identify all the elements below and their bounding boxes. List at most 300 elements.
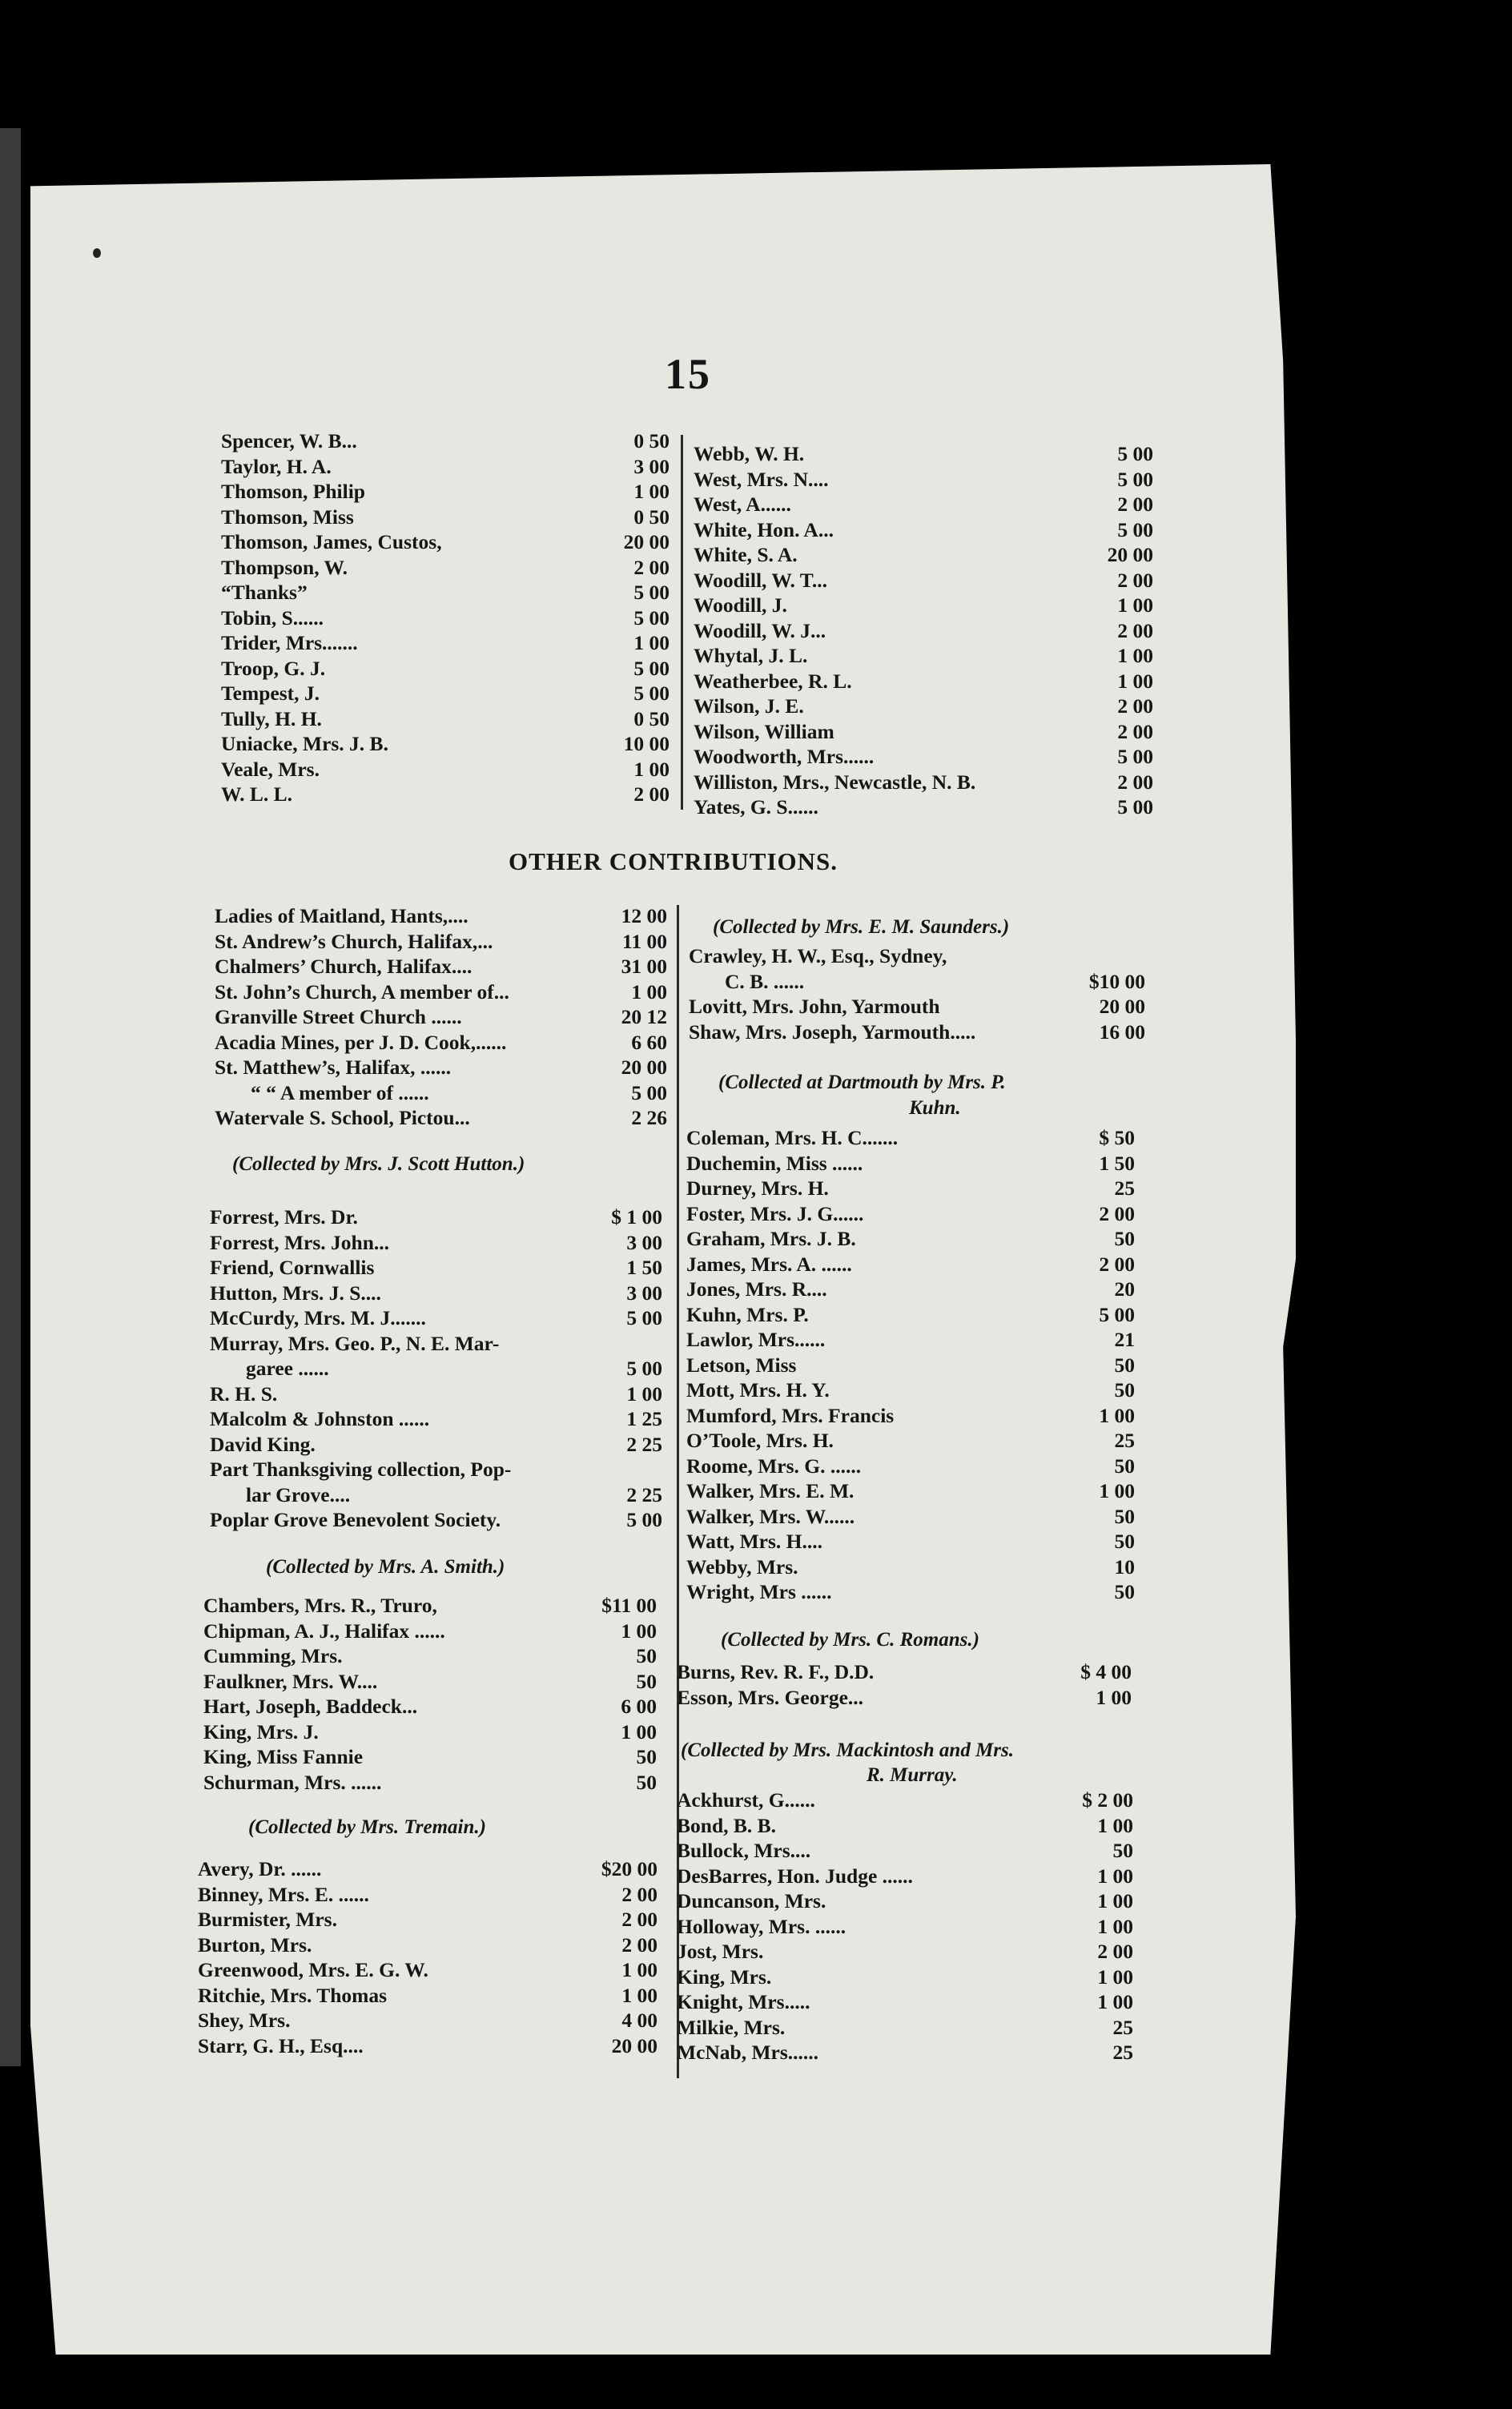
contribution-amount: $ 1 00 bbox=[611, 1205, 662, 1229]
contributor-name: R. H. S. bbox=[210, 1381, 278, 1406]
saunders-list bbox=[689, 943, 1145, 1044]
contributor-name: Coleman, Mrs. H. C....... bbox=[686, 1126, 899, 1149]
contribution-amount: 3 00 bbox=[626, 1281, 662, 1305]
contribution-amount: 2 00 bbox=[633, 555, 670, 579]
contributor-name: Woodill, W. J... bbox=[694, 618, 826, 642]
list-item bbox=[210, 1482, 662, 1508]
contribution-amount: 1 00 bbox=[621, 1983, 657, 2007]
list-item bbox=[694, 441, 1153, 467]
contribution-amount: 1 00 bbox=[1097, 1990, 1133, 2013]
contribution-amount: 5 00 bbox=[1117, 517, 1153, 541]
contribution-amount: 2 00 bbox=[1117, 618, 1153, 642]
contributor-name: Thomson, Miss bbox=[221, 505, 354, 529]
list-item bbox=[221, 681, 670, 706]
contributor-name: David King. bbox=[210, 1432, 316, 1456]
contribution-amount: 20 00 bbox=[621, 1056, 667, 1079]
contributor-name: Schurman, Mrs. ...... bbox=[203, 1770, 382, 1794]
contributor-name: Watervale S. School, Pictou... bbox=[215, 1106, 470, 1129]
contributor-name: Malcolm & Johnston ...... bbox=[210, 1407, 430, 1430]
contribution-amount: 5 00 bbox=[631, 1080, 667, 1104]
contributor-name: Williston, Mrs., Newcastle, N. B. bbox=[694, 770, 976, 794]
contributor-name: C. B. ...... bbox=[725, 969, 805, 993]
contribution-amount: 2 00 bbox=[621, 1908, 657, 1931]
contribution-amount: 1 00 bbox=[1097, 1914, 1133, 1938]
contributor-name: Durney, Mrs. H. bbox=[686, 1176, 829, 1200]
contributor-name: Avery, Dr. ...... bbox=[198, 1857, 322, 1880]
contribution-amount: 5 00 bbox=[633, 605, 670, 629]
contribution-amount: 31 00 bbox=[621, 955, 667, 978]
contributor-name: King, Miss Fannie bbox=[203, 1745, 364, 1768]
list-item bbox=[689, 969, 1145, 995]
contribution-amount: 50 bbox=[1114, 1378, 1135, 1402]
contributor-name: Kuhn, Mrs. P. bbox=[686, 1302, 809, 1326]
mackintosh-list bbox=[677, 1788, 1133, 2065]
contributor-name: Burns, Rev. R. F., D.D. bbox=[677, 1660, 875, 1683]
contribution-amount: 21 bbox=[1114, 1328, 1135, 1351]
list-item bbox=[221, 454, 670, 480]
smith-list bbox=[203, 1593, 657, 1795]
contribution-amount: 1 00 bbox=[626, 1381, 662, 1406]
list-item bbox=[686, 1504, 1135, 1530]
contributor-name: Weatherbee, R. L. bbox=[694, 669, 852, 693]
list-item bbox=[215, 1080, 667, 1106]
contribution-amount: 10 00 bbox=[623, 732, 670, 755]
tremain-list bbox=[198, 1856, 657, 2058]
contribution-amount: 5 00 bbox=[633, 581, 670, 604]
list-item bbox=[694, 669, 1153, 694]
list-item bbox=[694, 593, 1153, 618]
contribution-amount: 20 bbox=[1114, 1277, 1135, 1301]
contributor-name: Burmister, Mrs. bbox=[198, 1908, 337, 1931]
contributor-name: Cumming, Mrs. bbox=[203, 1644, 343, 1667]
contributor-name: West, Mrs. N.... bbox=[694, 467, 829, 491]
list-item bbox=[694, 467, 1153, 493]
contributor-name: Chalmers’ Church, Halifax.... bbox=[215, 955, 472, 978]
mackintosh-heading: (Collected by Mrs. Mackintosh and Mrs. bbox=[681, 1739, 1015, 1761]
contribution-amount: 2 00 bbox=[1097, 1940, 1133, 1963]
list-item bbox=[203, 1619, 657, 1644]
contribution-amount: 2 00 bbox=[1117, 719, 1153, 743]
list-item bbox=[203, 1719, 657, 1745]
contribution-amount: 12 00 bbox=[621, 904, 667, 927]
list-item bbox=[686, 1428, 1135, 1454]
contribution-amount: 20 00 bbox=[1107, 543, 1153, 566]
contribution-amount: 5 00 bbox=[626, 1508, 662, 1531]
contribution-amount: 2 00 bbox=[1117, 493, 1153, 516]
contributor-name: Chipman, A. J., Halifax ...... bbox=[203, 1619, 445, 1643]
list-item bbox=[215, 1004, 667, 1030]
contribution-amount: 3 00 bbox=[633, 454, 670, 478]
section-heading: OTHER CONTRIBUTIONS. bbox=[509, 847, 838, 875]
contributor-name: Burton, Mrs. bbox=[198, 1932, 312, 1957]
contributor-name: Knight, Mrs..... bbox=[677, 1990, 810, 2013]
list-item bbox=[203, 1593, 657, 1619]
contributor-name: Granville Street Church ...... bbox=[215, 1005, 462, 1028]
contribution-amount: 6 60 bbox=[631, 1030, 667, 1054]
list-item bbox=[694, 694, 1153, 719]
list-item bbox=[677, 1914, 1133, 1940]
contribution-amount: 6 00 bbox=[621, 1695, 657, 1718]
contributor-name: Wilson, J. E. bbox=[694, 694, 804, 718]
contributor-name: Webb, W. H. bbox=[694, 442, 805, 465]
contribution-amount: 5 00 bbox=[626, 1306, 662, 1329]
contributor-name: Part Thanksgiving collection, Pop- bbox=[210, 1458, 512, 1481]
tremain-heading: (Collected by Mrs. Tremain.) bbox=[248, 1816, 486, 1838]
list-item bbox=[686, 1554, 1135, 1580]
contributor-name: Veale, Mrs. bbox=[221, 757, 320, 781]
contribution-amount: $ 2 00 bbox=[1082, 1788, 1133, 1812]
contributor-name: Walker, Mrs. E. M. bbox=[686, 1479, 855, 1502]
list-item bbox=[221, 706, 670, 732]
contributor-name: Friend, Cornwallis bbox=[210, 1256, 375, 1279]
list-item bbox=[686, 1176, 1135, 1201]
contribution-amount: 50 bbox=[1114, 1580, 1135, 1603]
contributor-name: Tobin, S...... bbox=[221, 605, 324, 629]
list-item bbox=[221, 782, 670, 807]
list-item bbox=[686, 1454, 1135, 1479]
list-item bbox=[686, 1277, 1135, 1302]
list-item bbox=[210, 1305, 662, 1331]
list-item bbox=[221, 479, 670, 505]
list-item bbox=[198, 2008, 657, 2033]
list-item bbox=[677, 1659, 1132, 1685]
contributor-name: Tempest, J. bbox=[221, 682, 320, 705]
list-item bbox=[677, 1965, 1133, 1990]
top-left-list bbox=[221, 428, 670, 807]
contribution-amount: 5 00 bbox=[1117, 467, 1153, 491]
list-item bbox=[677, 1813, 1133, 1839]
contributor-name: Duncanson, Mrs. bbox=[677, 1889, 826, 1912]
list-item bbox=[203, 1694, 657, 1719]
contributor-name: Bond, B. B. bbox=[677, 1813, 777, 1837]
contributor-name: Mott, Mrs. H. Y. bbox=[686, 1378, 830, 1402]
contribution-amount: 1 00 bbox=[631, 979, 667, 1003]
contributor-name: St. Andrew’s Church, Halifax,... bbox=[215, 929, 493, 953]
list-item bbox=[210, 1331, 662, 1357]
contributor-name: Yates, G. S...... bbox=[694, 795, 818, 818]
list-item bbox=[677, 1939, 1133, 1965]
contributor-name: Jost, Mrs. bbox=[677, 1940, 764, 1963]
contribution-amount: 0 50 bbox=[633, 706, 670, 730]
contribution-amount: 5 00 bbox=[1117, 442, 1153, 465]
contributor-name: St. John’s Church, A member of... bbox=[215, 979, 509, 1003]
mackintosh-heading-cont: R. Murray. bbox=[867, 1764, 958, 1786]
contributor-name: Woodill, J. bbox=[694, 593, 787, 617]
contributor-name: Letson, Miss bbox=[686, 1353, 797, 1377]
contribution-amount: 4 00 bbox=[621, 2009, 657, 2032]
contribution-amount: 20 00 bbox=[1099, 995, 1145, 1018]
contributor-name: Poplar Grove Benevolent Society. bbox=[210, 1508, 501, 1531]
other-contributions-list bbox=[215, 903, 667, 1131]
list-item bbox=[210, 1457, 662, 1482]
contribution-amount: 2 25 bbox=[626, 1432, 662, 1456]
contribution-amount: 1 00 bbox=[1097, 1889, 1133, 1912]
contribution-amount: 50 bbox=[1114, 1353, 1135, 1377]
contributor-name: Foster, Mrs. J. G...... bbox=[686, 1201, 864, 1225]
contributor-name: Thompson, W. bbox=[221, 555, 348, 579]
contributor-name: West, A...... bbox=[694, 493, 791, 516]
contribution-amount: 1 00 bbox=[621, 1958, 657, 1981]
contributor-name: Shey, Mrs. bbox=[198, 2009, 291, 2032]
list-item bbox=[686, 1252, 1135, 1277]
contributor-name: Roome, Mrs. G. ...... bbox=[686, 1454, 862, 1478]
contribution-amount: 50 bbox=[1114, 1227, 1135, 1250]
contribution-amount: 25 bbox=[1112, 2015, 1133, 2039]
list-item bbox=[677, 2040, 1133, 2065]
contributor-name: Watt, Mrs. H.... bbox=[686, 1530, 822, 1553]
list-item bbox=[198, 1856, 657, 1882]
list-item bbox=[221, 757, 670, 782]
list-item bbox=[694, 517, 1153, 543]
contributor-name: Troop, G. J. bbox=[221, 656, 326, 680]
hutton-heading: (Collected by Mrs. J. Scott Hutton.) bbox=[232, 1153, 525, 1175]
list-item bbox=[210, 1204, 662, 1230]
list-item bbox=[694, 568, 1153, 593]
contributor-name: Starr, G. H., Esq.... bbox=[198, 2033, 364, 2057]
list-item bbox=[694, 643, 1153, 669]
contributor-name: White, S. A. bbox=[694, 543, 798, 566]
list-item bbox=[221, 630, 670, 656]
contributor-name: Milkie, Mrs. bbox=[677, 2015, 786, 2039]
list-item bbox=[203, 1744, 657, 1770]
contribution-amount: 20 00 bbox=[611, 2033, 657, 2057]
contributor-name: St. Matthew’s, Halifax, ...... bbox=[215, 1056, 452, 1079]
list-item bbox=[694, 719, 1153, 745]
list-item bbox=[221, 731, 670, 757]
contribution-amount: $11 00 bbox=[601, 1594, 657, 1617]
list-item bbox=[221, 555, 670, 581]
list-item bbox=[215, 1105, 667, 1131]
contribution-amount: 2 00 bbox=[1117, 694, 1153, 718]
romans-heading: (Collected by Mrs. C. Romans.) bbox=[721, 1629, 979, 1651]
contribution-amount: 1 00 bbox=[1096, 1685, 1132, 1709]
contributor-name: Wright, Mrs ...... bbox=[686, 1580, 832, 1603]
list-item bbox=[694, 744, 1153, 770]
list-item bbox=[677, 1788, 1133, 1813]
contributor-name: Acadia Mines, per J. D. Cook,...... bbox=[215, 1030, 507, 1054]
list-item bbox=[210, 1406, 662, 1432]
contributor-name: Woodill, W. T... bbox=[694, 568, 828, 592]
contribution-amount: 2 00 bbox=[1117, 568, 1153, 592]
contribution-amount: 20 00 bbox=[623, 530, 670, 553]
ink-speck bbox=[93, 248, 101, 258]
contributor-name: Murray, Mrs. Geo. P., N. E. Mar- bbox=[210, 1331, 500, 1355]
contributor-name: Graham, Mrs. J. B. bbox=[686, 1227, 856, 1250]
contribution-amount: 2 00 bbox=[633, 782, 670, 806]
contributor-name: Ladies of Maitland, Hants,.... bbox=[215, 904, 468, 927]
contribution-amount: 2 00 bbox=[1099, 1252, 1135, 1276]
contributor-name: Binney, Mrs. E. ...... bbox=[198, 1882, 369, 1906]
list-item bbox=[686, 1353, 1135, 1378]
saunders-heading: (Collected by Mrs. E. M. Saunders.) bbox=[713, 916, 1010, 938]
contributor-name: DesBarres, Hon. Judge ...... bbox=[677, 1864, 913, 1888]
list-item bbox=[686, 1302, 1135, 1328]
smith-heading: (Collected by Mrs. A. Smith.) bbox=[266, 1556, 505, 1578]
list-item bbox=[694, 618, 1153, 644]
contributor-name: Thomson, Philip bbox=[221, 480, 365, 503]
contribution-amount: 1 00 bbox=[1097, 1813, 1133, 1837]
list-item bbox=[210, 1507, 662, 1533]
contribution-amount: 50 bbox=[636, 1644, 657, 1667]
contribution-amount: 1 00 bbox=[1097, 1864, 1133, 1888]
list-item bbox=[686, 1403, 1135, 1429]
contributor-name: White, Hon. A... bbox=[694, 517, 834, 541]
contribution-amount: 1 00 bbox=[633, 631, 670, 654]
contribution-amount: 20 12 bbox=[621, 1005, 667, 1028]
list-item bbox=[215, 979, 667, 1005]
contribution-amount: 1 50 bbox=[626, 1256, 662, 1279]
contributor-name: O’Toole, Mrs. H. bbox=[686, 1429, 834, 1452]
contributor-name: McNab, Mrs...... bbox=[677, 2041, 819, 2064]
list-item bbox=[221, 529, 670, 555]
kuhn-heading-cont: Kuhn. bbox=[909, 1097, 961, 1119]
list-item bbox=[686, 1151, 1135, 1176]
list-item bbox=[210, 1255, 662, 1281]
list-item bbox=[686, 1226, 1135, 1252]
list-item bbox=[689, 1020, 1145, 1045]
list-item bbox=[203, 1770, 657, 1796]
contribution-amount: $10 00 bbox=[1088, 969, 1145, 993]
contributor-name: Chambers, Mrs. R., Truro, bbox=[203, 1594, 437, 1617]
contribution-amount: $20 00 bbox=[601, 1857, 657, 1880]
romans-list bbox=[677, 1659, 1132, 1710]
contributor-name: lar Grove.... bbox=[246, 1482, 351, 1506]
list-item bbox=[221, 428, 670, 454]
contributor-name: Lawlor, Mrs...... bbox=[686, 1328, 826, 1351]
contributor-name: Tully, H. H. bbox=[221, 706, 322, 730]
list-item bbox=[221, 580, 670, 605]
list-item bbox=[210, 1281, 662, 1306]
contribution-amount: 16 00 bbox=[1099, 1020, 1145, 1044]
contributor-name: King, Mrs. J. bbox=[203, 1719, 319, 1743]
contribution-amount: 5 00 bbox=[633, 656, 670, 680]
contributor-name: Ritchie, Mrs. Thomas bbox=[198, 1983, 388, 2007]
contributor-name: Wilson, William bbox=[694, 719, 834, 743]
contribution-amount: 2 00 bbox=[621, 1932, 657, 1957]
list-item bbox=[221, 656, 670, 682]
list-item bbox=[677, 1685, 1132, 1711]
contributor-name: Crawley, H. W., Esq., Sydney, bbox=[689, 944, 947, 967]
list-item bbox=[198, 1932, 657, 1958]
contributor-name: Faulkner, Mrs. W.... bbox=[203, 1669, 378, 1693]
contributor-name: Esson, Mrs. George... bbox=[677, 1685, 864, 1709]
contribution-amount: 50 bbox=[636, 1745, 657, 1768]
list-item bbox=[198, 1882, 657, 1908]
list-item bbox=[694, 492, 1153, 517]
list-item bbox=[203, 1669, 657, 1695]
contribution-amount: 10 bbox=[1114, 1554, 1135, 1579]
contributor-name: garee ...... bbox=[246, 1357, 329, 1380]
contribution-amount: 5 00 bbox=[1117, 795, 1153, 818]
list-item bbox=[215, 1030, 667, 1056]
page-number: 15 bbox=[665, 350, 711, 398]
contributor-name: James, Mrs. A. ...... bbox=[686, 1252, 852, 1276]
contributor-name: Hart, Joseph, Baddeck... bbox=[203, 1695, 418, 1718]
contribution-amount: 1 00 bbox=[1099, 1403, 1135, 1427]
list-item bbox=[677, 2015, 1133, 2041]
list-item bbox=[198, 1907, 657, 1932]
contributor-name: Thomson, James, Custos, bbox=[221, 530, 442, 553]
contribution-amount: 1 00 bbox=[1099, 1479, 1135, 1502]
contributor-name: Shaw, Mrs. Joseph, Yarmouth..... bbox=[689, 1020, 976, 1044]
contribution-amount: 1 00 bbox=[621, 1619, 657, 1643]
list-item bbox=[694, 542, 1153, 568]
list-item bbox=[689, 943, 1145, 969]
contribution-amount: 5 00 bbox=[633, 682, 670, 705]
hutton-list bbox=[210, 1204, 662, 1533]
contribution-amount: 1 00 bbox=[633, 480, 670, 503]
contributor-name: Ackhurst, G...... bbox=[677, 1788, 815, 1812]
contribution-amount: 1 00 bbox=[1117, 669, 1153, 693]
contributor-name: Duchemin, Miss ...... bbox=[686, 1151, 863, 1175]
contribution-amount: 2 25 bbox=[626, 1482, 662, 1506]
contribution-amount: 1 00 bbox=[633, 757, 670, 781]
contribution-amount: $ 50 bbox=[1099, 1126, 1135, 1149]
contribution-amount: 5 00 bbox=[626, 1357, 662, 1380]
list-item bbox=[694, 770, 1153, 795]
contributor-name: Walker, Mrs. W...... bbox=[686, 1504, 855, 1528]
contributor-name: Forrest, Mrs. John... bbox=[210, 1230, 390, 1254]
list-item bbox=[198, 2033, 657, 2059]
contribution-amount: 25 bbox=[1114, 1429, 1135, 1452]
kuhn-heading: (Collected at Dartmouth by Mrs. P. bbox=[718, 1072, 1006, 1093]
list-item bbox=[221, 605, 670, 631]
list-item bbox=[686, 1579, 1135, 1605]
contributor-name: Taylor, H. A. bbox=[221, 454, 332, 478]
contribution-amount: 2 00 bbox=[621, 1882, 657, 1906]
contribution-amount: $ 4 00 bbox=[1080, 1660, 1132, 1683]
contribution-amount: 2 26 bbox=[631, 1106, 667, 1129]
list-item bbox=[677, 1838, 1133, 1864]
contribution-amount: 1 00 bbox=[621, 1719, 657, 1743]
contribution-amount: 1 50 bbox=[1099, 1151, 1135, 1175]
list-item bbox=[210, 1381, 662, 1407]
contributor-name: Spencer, W. B... bbox=[221, 429, 357, 452]
contribution-amount: 50 bbox=[1114, 1504, 1135, 1528]
contribution-amount: 25 bbox=[1112, 2041, 1133, 2064]
list-item bbox=[210, 1432, 662, 1458]
kuhn-list bbox=[686, 1125, 1135, 1605]
contributor-name: Bullock, Mrs.... bbox=[677, 1839, 811, 1862]
contribution-amount: 25 bbox=[1114, 1176, 1135, 1200]
contribution-amount: 2 00 bbox=[1117, 770, 1153, 794]
column-rule-top bbox=[681, 435, 683, 810]
list-item bbox=[215, 929, 667, 955]
contribution-amount: 0 50 bbox=[633, 505, 670, 529]
list-item bbox=[215, 1055, 667, 1080]
list-item bbox=[215, 903, 667, 929]
list-item bbox=[686, 1125, 1135, 1151]
list-item bbox=[198, 1983, 657, 2009]
contributor-name: King, Mrs. bbox=[677, 1965, 772, 1989]
contribution-amount: 1 00 bbox=[1117, 644, 1153, 667]
list-item bbox=[686, 1529, 1135, 1554]
top-right-list bbox=[694, 441, 1153, 820]
contribution-amount: 50 bbox=[1114, 1454, 1135, 1478]
list-item bbox=[210, 1230, 662, 1256]
list-item bbox=[686, 1327, 1135, 1353]
list-item bbox=[215, 954, 667, 979]
contribution-amount: 50 bbox=[636, 1669, 657, 1693]
contributor-name: Uniacke, Mrs. J. B. bbox=[221, 732, 388, 755]
contributor-name: Webby, Mrs. bbox=[686, 1554, 798, 1579]
contribution-amount: 50 bbox=[636, 1770, 657, 1794]
contribution-amount: 3 00 bbox=[626, 1230, 662, 1254]
contributor-name: McCurdy, Mrs. M. J....... bbox=[210, 1306, 426, 1329]
list-item bbox=[686, 1478, 1135, 1504]
contributor-name: Forrest, Mrs. Dr. bbox=[210, 1205, 358, 1229]
contribution-amount: 50 bbox=[1112, 1839, 1133, 1862]
